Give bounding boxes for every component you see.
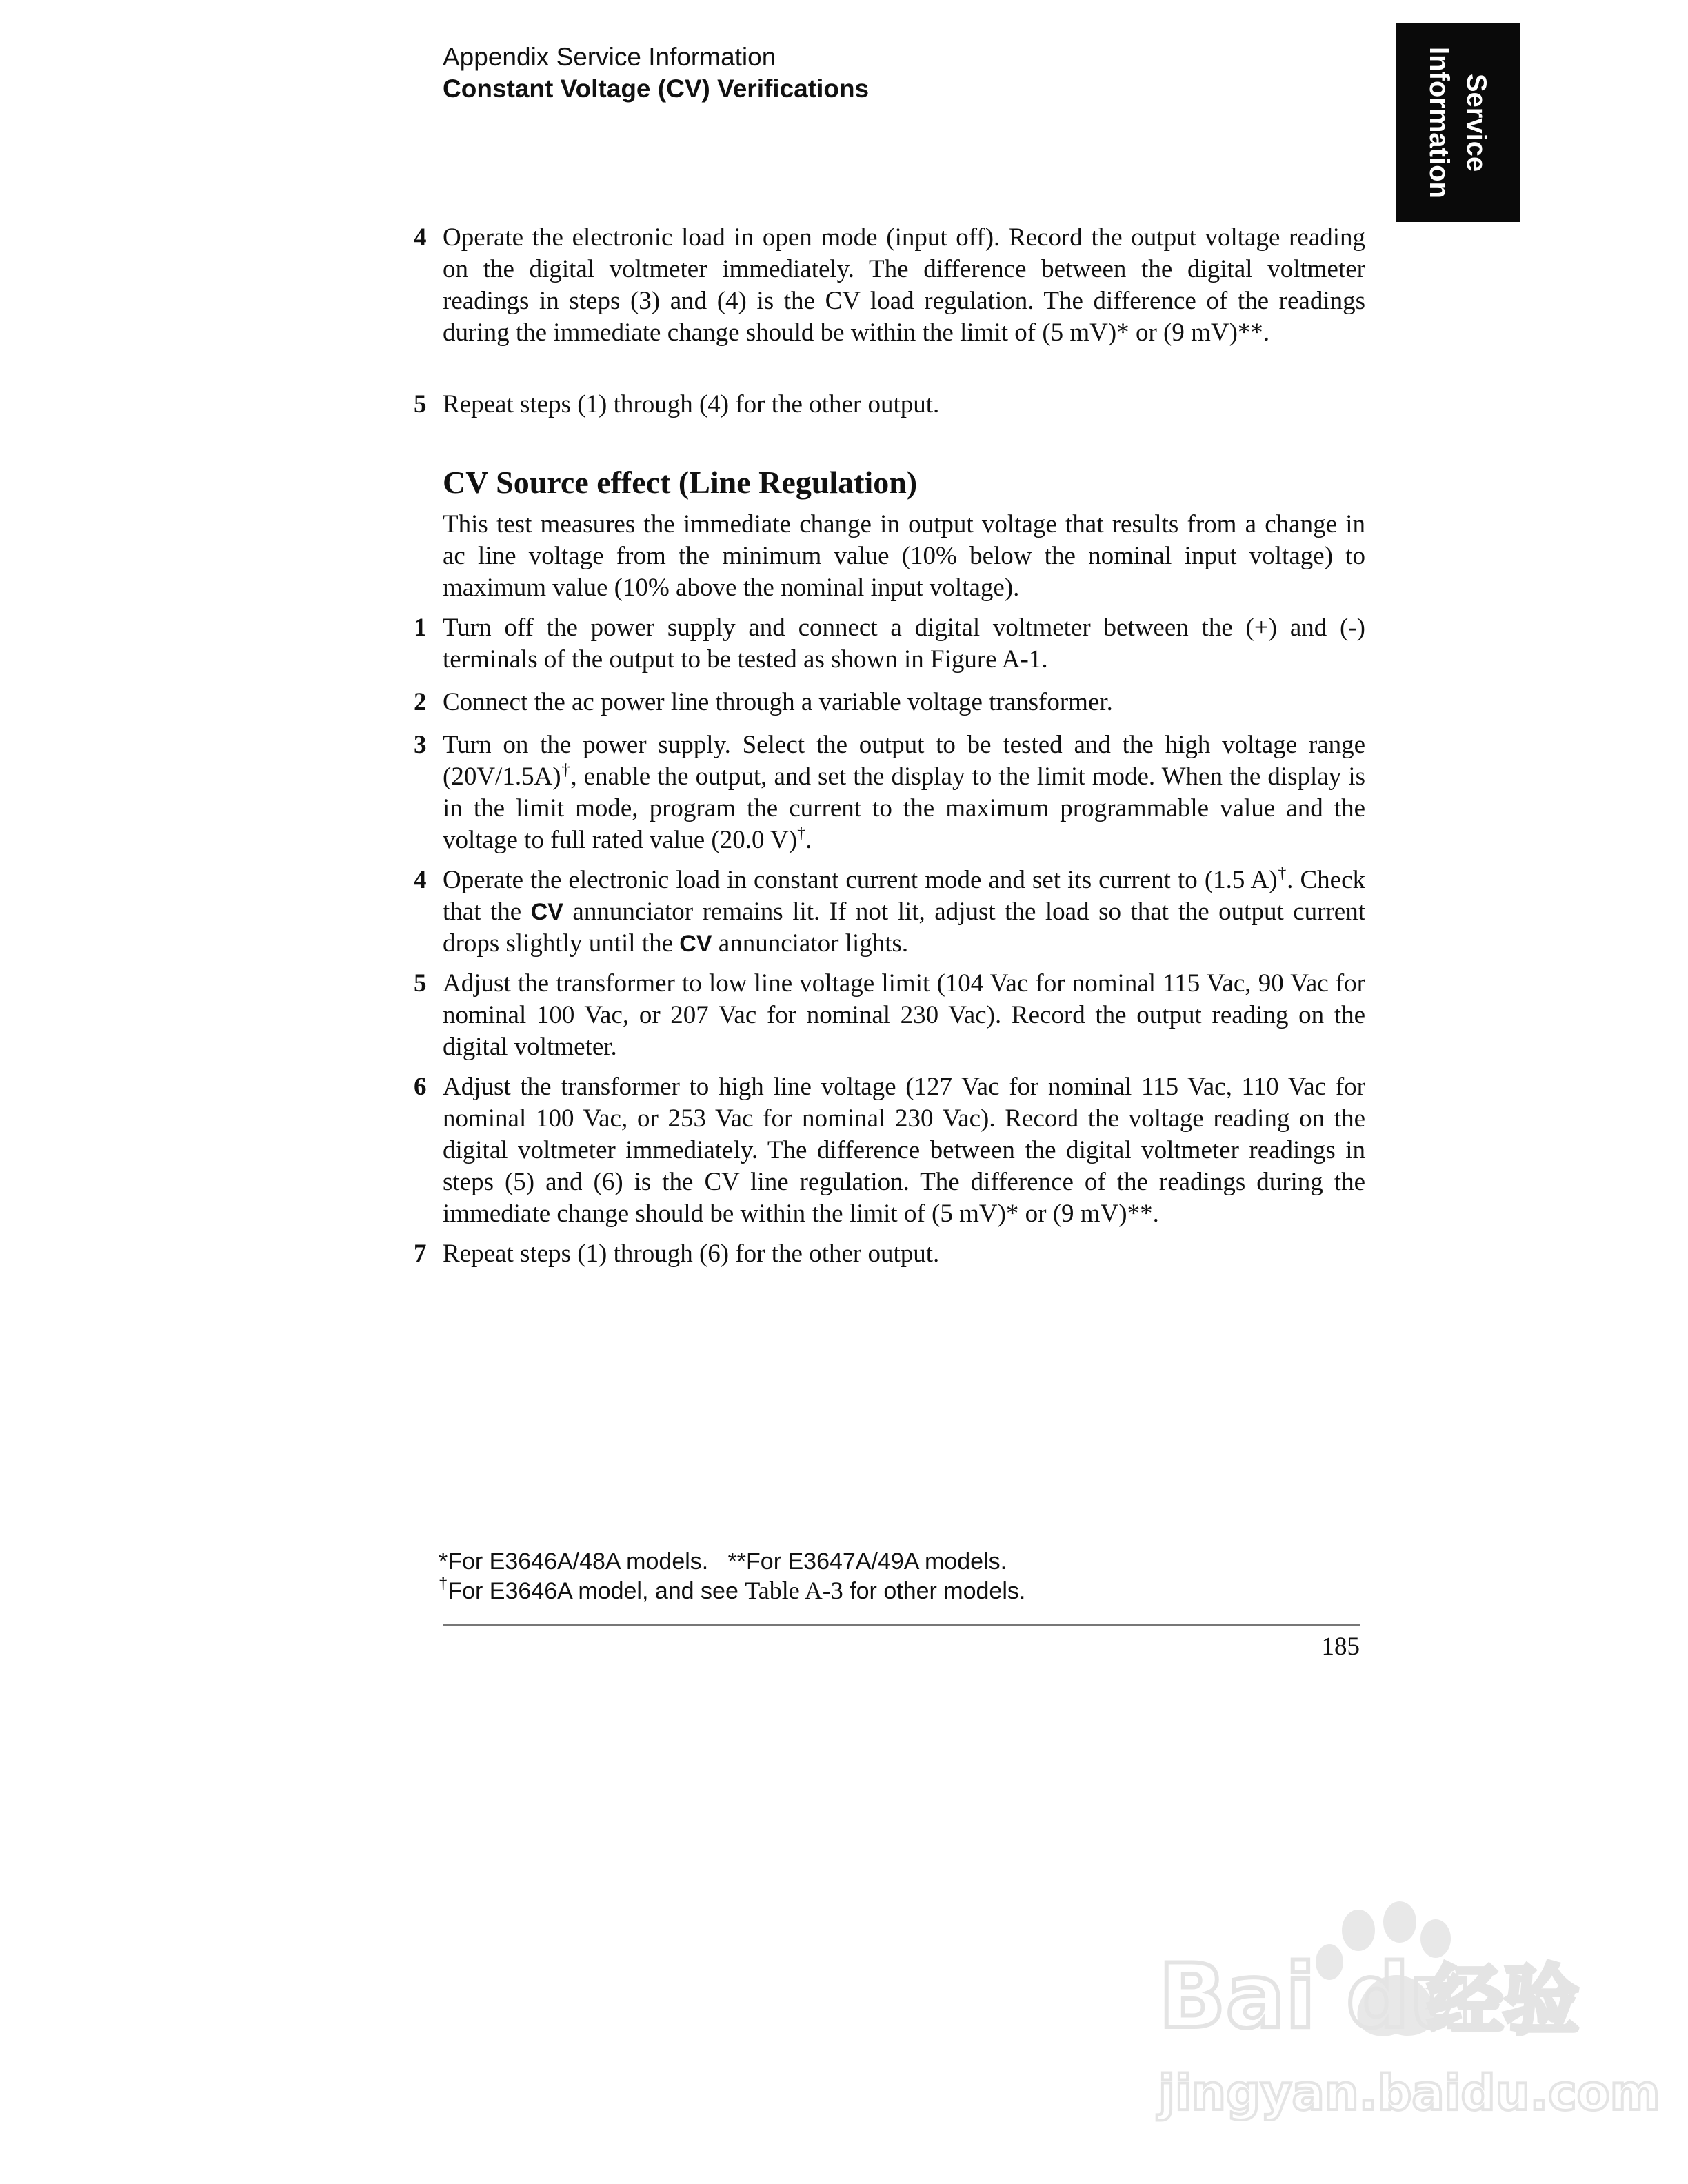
side-tab [1396, 23, 1520, 222]
step-number: 3 [414, 731, 427, 759]
watermark-cn: 经验 [1427, 1957, 1579, 2045]
step-text: Connect the ac power line through a variable voltage transformer. [443, 688, 1113, 716]
step-number: 5 [414, 390, 427, 418]
footnote-models: *For E3646A/48A models. **For E3647A/49A models. [439, 1548, 1007, 1575]
page-number: 185 [1321, 1632, 1360, 1661]
watermark-url: jingyan.baidu.com [1158, 2065, 1660, 2121]
step-text: Repeat steps (1) through (6) for the other output. [443, 1240, 940, 1268]
table-reference: Table A-3 [745, 1577, 843, 1604]
watermark-brand: Bai du [1158, 1945, 1473, 2048]
section-heading: CV Source effect (Line Regulation) [443, 465, 918, 500]
footer-rule [443, 1624, 1360, 1626]
running-header-section: Appendix Service Information [443, 43, 776, 71]
step-text: Adjust the transformer to high line voltage (127 Vac for nominal 115 Vac, 110 Vac for nominal 100 Vac, or 253 Vac for nominal 230 Vac). Record the voltage reading on the digital voltmeter immediately. The difference between the digital voltmeter readings in steps (5) and (6) is the CV line regulation. The difference of the readings during the immediate change should be within the limit of (5 mV)* or (9 mV)**. [443, 1073, 1365, 1228]
step-number: 6 [414, 1073, 427, 1101]
step-number: 4 [414, 223, 427, 252]
step-number: 7 [414, 1240, 427, 1268]
dagger-mark: † [1277, 865, 1287, 882]
step-number: 5 [414, 969, 427, 998]
step-text: Turn off the power supply and connect a digital voltmeter between the (+) and (-) terminals of the output to be tested as shown in Figure A-1. [443, 614, 1365, 674]
dagger-mark: † [797, 825, 806, 842]
step-text: Operate the electronic load in constant current mode and set its current to (1.5 A)†. Check that the CV annunciator remains lit. If not lit, adjust the load so that the output current drops slightly until the CV annunciator lights. [443, 865, 1366, 958]
step-text: Turn on the power supply. Select the output to be tested and the high voltage range (20V/1.5A)†, enable the output, and set the display to the limit mode. When the display is in the limit mode, program the current to the maximum programmable value and the voltage to full rated value (20.0 V)†. [443, 731, 1366, 854]
running-header-title: Constant Voltage (CV) Verifications [443, 74, 870, 103]
cv-annunciator-label: CV [679, 931, 712, 957]
step-text: Repeat steps (1) through (4) for the other output. [443, 390, 940, 418]
step-text: Adjust the transformer to low line voltage limit (104 Vac for nominal 115 Vac, 90 Vac for nominal 100 Vac, or 207 Vac for nominal 230 Vac). Record the output reading on the digital voltmeter. [443, 969, 1365, 1061]
step-number: 1 [414, 614, 427, 642]
side-tab-line1: Service [1461, 73, 1491, 172]
step-number: 4 [414, 866, 427, 894]
dagger-mark: † [439, 1575, 448, 1593]
dagger-mark: † [561, 761, 571, 779]
cv-annunciator-label: CV [530, 899, 563, 925]
side-tab-line2: Information [1424, 47, 1454, 199]
baidu-watermark [1152, 1903, 1660, 2178]
section-intro: This test measures the immediate change in output voltage that results from a change in ac line voltage from the minimum value (10% below the nominal input voltage) to maximum value (10% above the nominal input voltage). [443, 510, 1365, 602]
footnote-dagger: †For E3646A model, and see Table A-3 for other models. [439, 1575, 1026, 1604]
step-text: Operate the electronic load in open mode (input off). Record the output voltage reading on the digital voltmeter immediately. The difference between the digital voltmeter readings in steps (3) and (4) is the CV load regulation. The difference of the readings during the immediate change should be within the limit of (5 mV)* or (9 mV)**. [443, 223, 1365, 347]
step-number: 2 [414, 688, 427, 716]
